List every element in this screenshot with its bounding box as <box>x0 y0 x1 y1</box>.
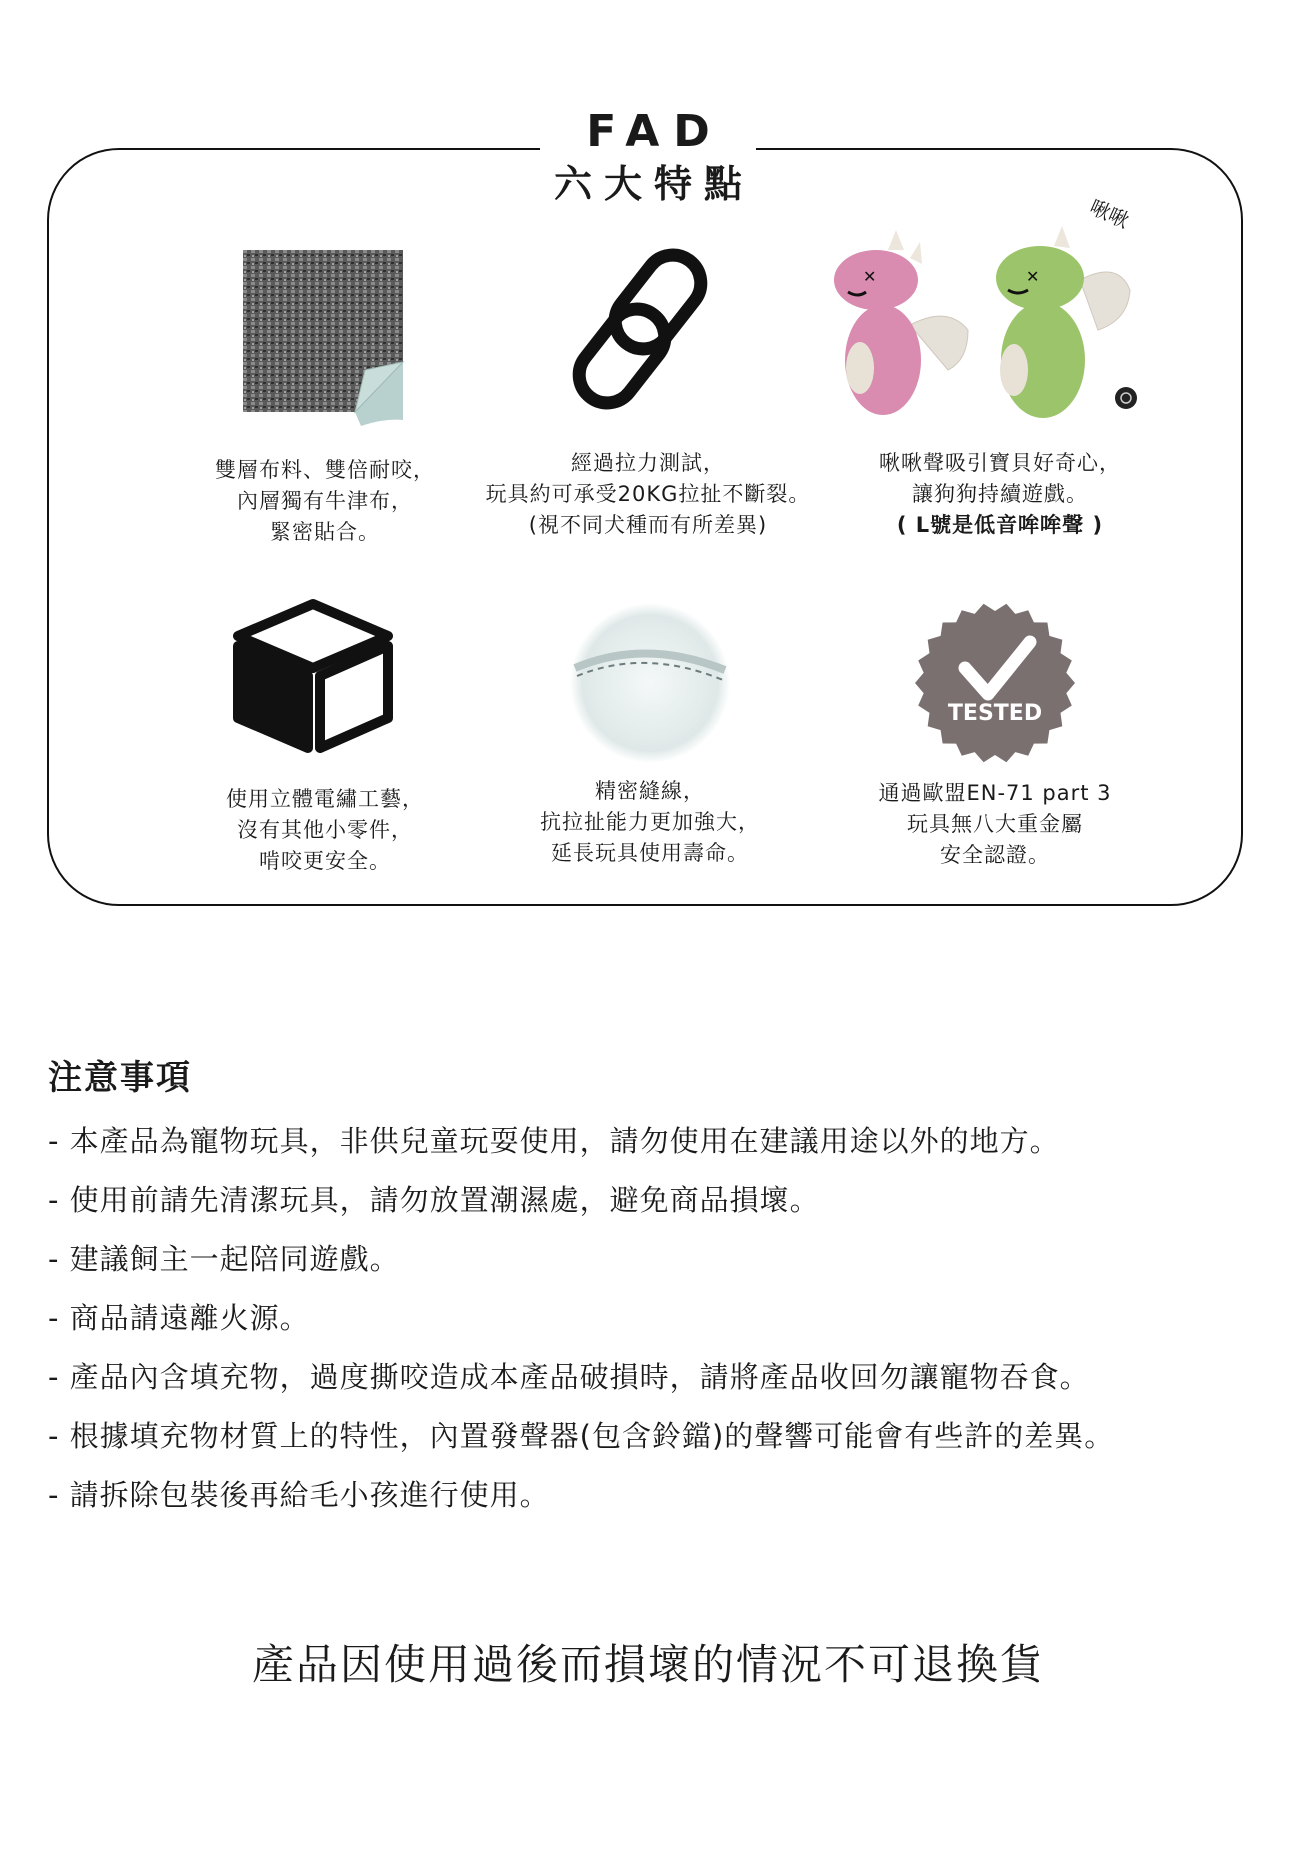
caption-line: 玩具約可承受20KG拉扯不斷裂。 <box>485 482 811 506</box>
cube-3d-icon <box>228 596 398 756</box>
caption-line: 經過拉力測試， <box>571 451 725 475</box>
caption-line: 內層獨有牛津布， <box>237 489 413 513</box>
notes-title: 注意事項 <box>48 1058 192 1098</box>
features-title: 六大特點 <box>553 162 754 206</box>
caption-line: 精密縫線， <box>595 779 705 803</box>
feature-caption-fabric <box>190 455 460 548</box>
caption-line: ( L號是低音哞哞聲 ) <box>896 513 1104 537</box>
tested-badge-text: TESTED <box>947 701 1043 726</box>
tested-badge-icon <box>910 598 1080 768</box>
caption-line: 通過歐盟EN-71 part 3 <box>878 781 1112 805</box>
feature-caption-safety <box>850 778 1140 871</box>
caption-line: 啾啾聲吸引寶貝好奇心， <box>879 451 1121 475</box>
dragon-plush-toys-icon <box>818 220 1148 430</box>
note-item: - 使用前請先清潔玩具，請勿放置潮濕處，避免商品損壞。 <box>48 1183 820 1217</box>
feature-caption-embroidery <box>190 784 460 877</box>
return-policy-text: 產品因使用過後而損壞的情況不可退換貨 <box>251 1640 1044 1689</box>
caption-line: 讓狗狗持續遊戲。 <box>912 482 1088 506</box>
feature-caption-tensile <box>470 448 826 541</box>
feature-caption-stitching <box>500 776 800 869</box>
svg-text:✕: ✕ <box>863 267 877 286</box>
svg-text:✕: ✕ <box>1026 267 1040 286</box>
note-item: - 商品請遠離火源。 <box>48 1301 310 1335</box>
note-item: - 本產品為寵物玩具，非供兒童玩耍使用，請勿使用在建議用途以外的地方。 <box>48 1124 1060 1158</box>
fabric-swatch-icon <box>235 242 415 434</box>
squeak-sound-tag: 啾啾 <box>1086 194 1133 233</box>
caption-line: 延長玩具使用壽命。 <box>551 841 749 865</box>
note-item: - 建議飼主一起陪同遊戲。 <box>48 1242 400 1276</box>
caption-line: 使用立體電繡工藝， <box>226 787 424 811</box>
caption-line: 玩具無八大重金屬 <box>907 812 1083 836</box>
note-item: - 產品內含填充物，過度撕咬造成本產品破損時，請將產品收回勿讓寵物吞食。 <box>48 1360 1090 1394</box>
caption-line: 沒有其他小零件， <box>237 818 413 842</box>
caption-line: 安全認證。 <box>940 843 1050 867</box>
caption-line: (視不同犬種而有所差異) <box>528 513 768 537</box>
features-header <box>540 104 756 214</box>
stitched-seam-icon <box>565 598 735 768</box>
caption-line: 抗拉扯能力更加強大， <box>540 810 760 834</box>
feature-caption-squeaker <box>850 448 1150 541</box>
caption-line: 緊密貼合。 <box>270 520 380 544</box>
caption-line: 雙層布料、雙倍耐咬， <box>215 458 435 482</box>
chain-link-icon <box>568 244 738 414</box>
notes-list <box>48 1112 1114 1525</box>
brand-name: FAD <box>586 106 724 157</box>
note-item: - 根據填充物材質上的特性，內置發聲器(包含鈴鐺)的聲響可能會有些許的差異。 <box>48 1419 1115 1453</box>
note-item: - 請拆除包裝後再給毛小孩進行使用。 <box>48 1478 550 1512</box>
caption-line: 啃咬更安全。 <box>259 849 391 873</box>
